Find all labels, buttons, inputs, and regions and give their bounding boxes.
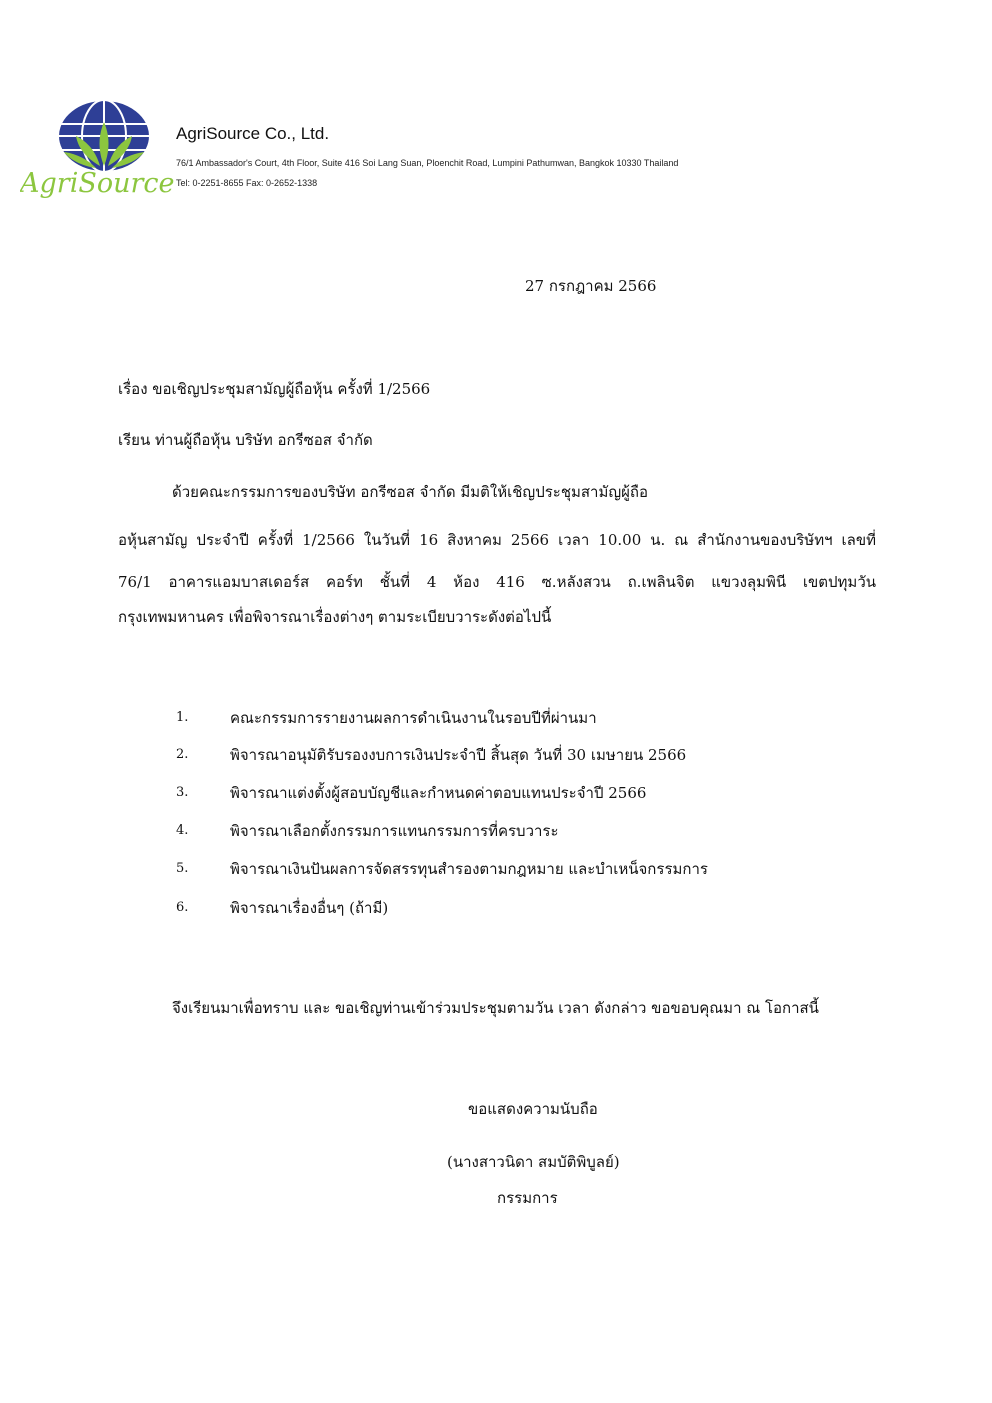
signer-name: (นางสาวนิดา สมบัติพิบูลย์) [447, 1153, 620, 1171]
company-contact: Tel: 0-2251-8655 Fax: 0-2652-1338 [176, 178, 318, 188]
agenda-number: 4. [176, 823, 189, 838]
signer-title: กรรมการ [497, 1189, 558, 1207]
body-line: 76/1 อาคารแอมบาสเดอร์ส คอร์ท ชั้นที่ 4 ห้อง 416 ซ.หลังสวน ถ.เพลินจิต แขวงลุมพินี เขตปทุมวัน [118, 573, 876, 591]
letter-salutation: เรียน ท่านผู้ถือหุ้น บริษัท อกรีซอส จำกัด [118, 431, 373, 449]
agenda-number: 5. [176, 861, 189, 876]
agenda-number: 6. [176, 900, 189, 915]
closing-line: จึงเรียนมาเพื่อทราบ และ ขอเชิญท่านเข้าร่วมประชุมตามวัน เวลา ดังกล่าว ขอขอบคุณมา ณ โอกาสนี้ [172, 999, 819, 1017]
agenda-item: พิจารณาเรื่องอื่นๆ (ถ้ามี) [230, 899, 389, 917]
body-line: อหุ้นสามัญ ประจำปี ครั้งที่ 1/2566 ในวันที่ 16 สิงหาคม 2566 เวลา 10.00 น. ณ สำนักงานของบริษัทฯ เลขที่ [118, 531, 876, 549]
agenda-item: คณะกรรมการรายงานผลการดำเนินงานในรอบปีที่ผ่านมา [230, 709, 597, 727]
company-name: AgriSource Co., Ltd. [176, 124, 330, 143]
agenda-number: 3. [176, 785, 189, 800]
agenda-number: 1. [176, 710, 189, 725]
letter-date: 27 กรกฎาคม 2566 [525, 277, 657, 295]
company-address: 76/1 Ambassador's Court, 4th Floor, Suite 416 Soi Lang Suan, Ploenchit Road, Lumpini Pathumwan, Bangkok 10330 Thailand [176, 158, 679, 168]
body-line: กรุงเทพมหานคร เพื่อพิจารณาเรื่องต่างๆ ตามระเบียบวาระดังต่อไปนี้ [118, 608, 552, 626]
regards-line: ขอแสดงความนับถือ [468, 1100, 598, 1118]
agenda-number: 2. [176, 747, 189, 762]
agenda-item: พิจารณาอนุมัติรับรองงบการเงินประจำปี สิ้นสุด วันที่ 30 เมษายน 2566 [230, 746, 687, 764]
company-logo [20, 96, 180, 200]
agenda-item: พิจารณาแต่งตั้งผู้สอบบัญชีและกำหนดค่าตอบแทนประจำปี 2566 [230, 784, 647, 802]
letter-subject: เรื่อง ขอเชิญประชุมสามัญผู้ถือหุ้น ครั้งที่ 1/2566 [118, 380, 431, 398]
agenda-item: พิจารณาเงินปันผลการจัดสรรทุนสำรองตามกฎหมาย และบำเหน็จกรรมการ [230, 860, 708, 878]
agenda-item: พิจารณาเลือกตั้งกรรมการแทนกรรมการที่ครบวาระ [230, 822, 559, 840]
globe-leaf-logo-icon [20, 96, 180, 200]
body-line: ด้วยคณะกรรมการของบริษัท อกรีซอส จำกัด มีมติให้เชิญประชุมสามัญผู้ถือ [172, 483, 649, 501]
logo-wordmark: AgriSource [20, 168, 175, 199]
